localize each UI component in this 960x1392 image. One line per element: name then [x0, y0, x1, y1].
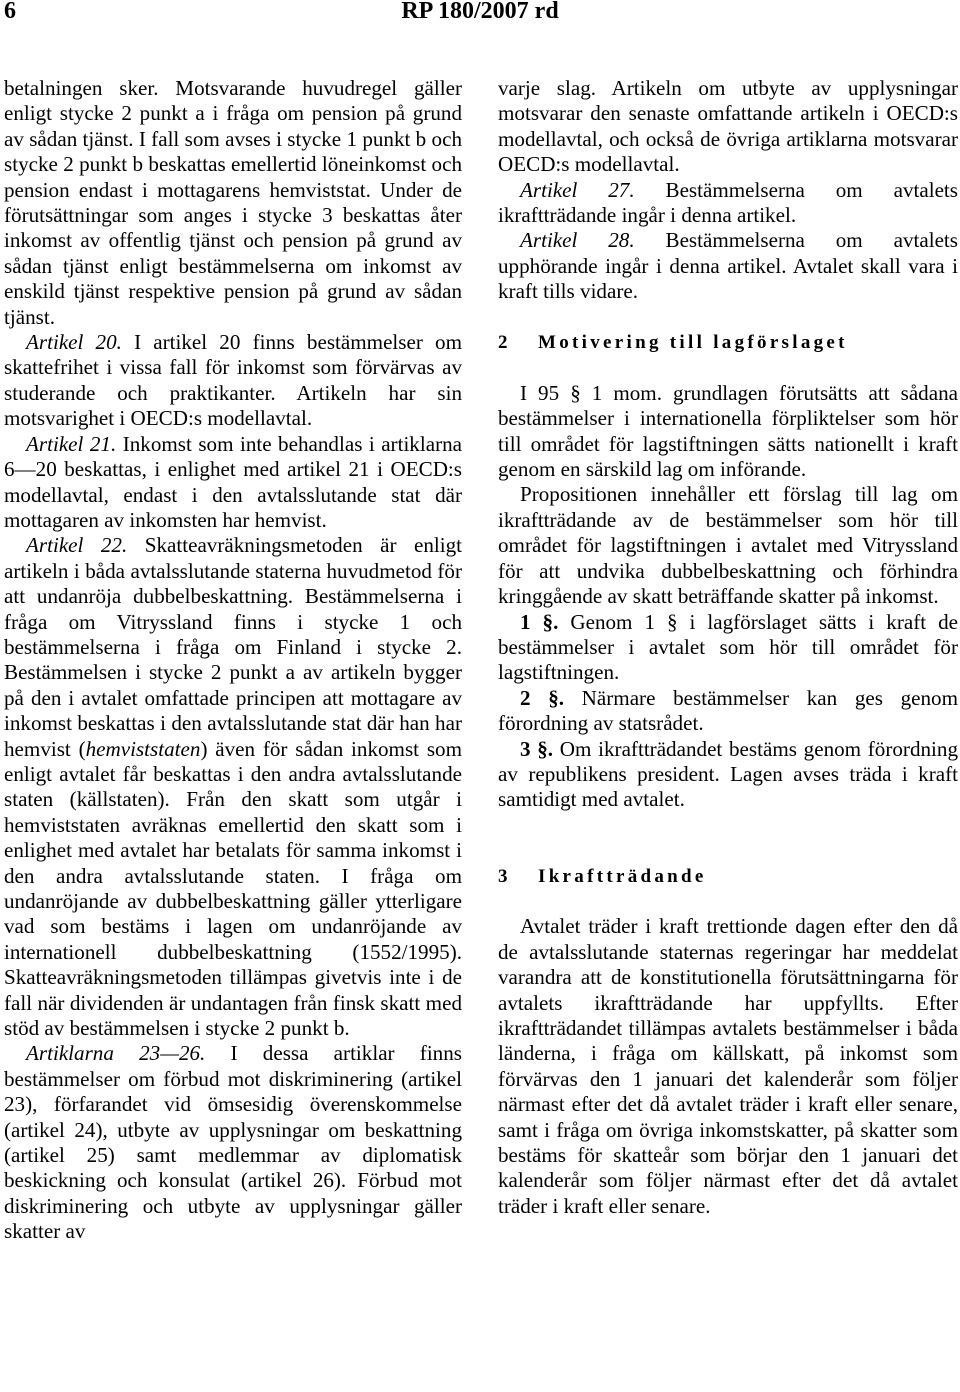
right-column: [498, 76, 958, 1219]
paragraph-label: 1 §.: [520, 609, 559, 634]
article-text: ) även för sådan inkomst som enligt avtalet får beskattas i den andra avtalsslutande staten (källstaten). Från den skatt som utgår i hemviststaten avräknas emellertid den skatt som i enlighet med avtalet har betalats för samma inkomst i den andra avtalsslutande staten. I fråga om undanröjande av dubbelbeskattning gäller ytterligare vad som bestäms i lagen om undanröjande av internationell dubbelbeskattning (1552/1995). Skatteavräkningsmetoden tillämpas givetvis inte i de fall när dividenden är undantagen från finsk skatt med stöd av bestämmelsen i stycke 2 punkt b.: [4, 736, 462, 1041]
document-id: RP 180/2007 rd: [401, 0, 559, 24]
paragraph: varje slag. Artikeln om utbyte av upplysningar motsvarar den senaste omfattande artikeln i OECD:s modellavtal, och också de övriga artiklarna motsvarar OECD:s modellavtal.: [498, 76, 958, 177]
section-number: 2: [498, 332, 508, 354]
article-text: Skatteavräkningsmetoden är enligt artikeln i båda avtalsslutande staterna huvudmetod för att undanröja dubbelbeskattning. Bestämmelserna i fråga om Vitryssland finns i stycke 1 och bestämmelserna i fråga om Finland i stycke 2. Bestämmelsen i stycke 2 punkt a av artikeln bygger på den i avtalet omfattade principen att mottagare av inkomst beskattas i den avtalsslutande stat där han har hemvist (: [4, 533, 463, 761]
article-label: Artikel 20.: [26, 330, 122, 355]
article-label: Artikel 22.: [26, 533, 128, 558]
section-title: Ikraftträdande: [538, 865, 707, 887]
spacer: [498, 355, 958, 380]
article-27-paragraph: [498, 178, 958, 229]
spacer: [498, 813, 958, 838]
paragraph: Avtalet träder i kraft trettionde dagen efter den då de avtalsslutande staternas regeringar har meddelat varandra att de konstitutionella förutsättningarna för avtalets ikraftträdande har uppfyllts. Efter ikraftträdandet tillämpas avtalets bestämmelser i båda länderna, i fråga om källskatt, på inkomst som förvärvas den 1 januari det kalenderår som följer närmast efter det då avtalet träder i kraft eller senare, samt i fråga om övriga inkomstskatter, på skatter som bestäms för skatteår som börjar den 1 januari det kalenderår som följer närmast efter det då avtalet träder i kraft eller senare.: [498, 914, 958, 1218]
article-label: Artikel 21.: [26, 431, 117, 456]
article-text: I dessa artiklar finns bestämmelser om förbud mot diskriminering (artikel 23), förfarandet vid ömsesidig överenskommelse (artikel 24), utbyte av upplysningar om beskattning (artikel 25) samt medlemmar av diplomatisk beskickning och konsulat (artikel 26). Förbud mot diskriminering och utbyte av upplysningar gäller skatter av: [4, 1041, 462, 1244]
spacer: [498, 305, 958, 330]
section-number: 3: [498, 865, 508, 887]
spacer: [498, 838, 958, 863]
article-text: Inkomst som inte behandlas i artiklarna 6—20 beskattas, i enlighet med artikel 21 i OECD:s modellavtal, endast i den avtalsslutande stat där mottagaren av inkomsten har hemvist.: [4, 431, 463, 532]
paragraph: I 95 § 1 mom. grundlagen förutsätts att sådana bestämmelser i internationella förpliktelser som hör till området för lagstiftningen sätts nationellt i kraft genom en särskild lag om införande.: [498, 380, 958, 482]
article-20-paragraph: [4, 330, 462, 432]
section-2-paragraph: [498, 686, 958, 737]
paragraph-text: Om ikraftträdandet bestäms genom förordning av republikens president. Lagen avses träda i kraft samtidigt med avtalet.: [498, 736, 958, 812]
section-heading-2: [498, 330, 958, 355]
article-21-paragraph: [4, 432, 462, 534]
article-text: Bestämmelserna om avtalets upphörande ingår i denna artikel. Avtalet skall vara i kraft tills vidare.: [498, 228, 959, 304]
article-text: I artikel 20 finns bestämmelser om skattefrihet i vissa fall för inkomst som förvärvas av studerande och praktikanter. Artikeln har sin motsvarighet i OECD:s modellavtal.: [4, 330, 462, 431]
section-1-paragraph: [498, 610, 958, 686]
section-heading-3: [498, 864, 958, 889]
paragraph-text: Genom 1 § i lagförslaget sätts i kraft de bestämmelser i avtalet som hör till området för lagstiftningen.: [498, 609, 958, 685]
paragraph-label: 3 §.: [520, 736, 554, 761]
article-28-paragraph: [498, 228, 958, 304]
article-label: Artikel 28.: [520, 228, 635, 253]
left-column: [4, 76, 462, 1245]
section-3-paragraph: [498, 737, 958, 813]
paragraph: betalningen sker. Motsvarande huvudregel gäller enligt stycke 2 punkt a i fråga om pension på grund av sådan tjänst. I fall som avses i stycke 1 punkt b och stycke 2 punkt b beskattas emellertid löneinkomst och pension endast i mottagarens hemviststat. Under de förutsättningar som anges i stycke 3 beskattas åter inkomst av offentlig tjänst och pension på grund av sådan tjänst enligt bestämmelserna om inkomst av enskild tjänst respektive pension på grund av sådan tjänst.: [4, 76, 462, 329]
article-label: Artikel 27.: [520, 177, 635, 202]
page-number: 6: [4, 0, 16, 24]
paragraph: Propositionen innehåller ett förslag till lag om ikraftträdande av de bestämmelser som hör till området för lagstiftningen i avtalet med Vitryssland för att undvika dubbelbeskattning och förhindra kringgående av skatt beträffande skatter på inkomst.: [498, 482, 958, 609]
section-title: Motivering till lagförslaget: [538, 332, 848, 354]
article-22-paragraph: [4, 533, 462, 1041]
article-text: Bestämmelserna om avtalets ikraftträdande ingår i denna artikel.: [498, 177, 959, 228]
spacer: [498, 889, 958, 914]
articles-23-26-paragraph: [4, 1041, 462, 1244]
emphasis-term: hemviststaten: [85, 736, 201, 761]
paragraph-label: 2 §.: [520, 685, 565, 710]
paragraph-text: Närmare bestämmelser kan ges genom förordning av statsrådet.: [498, 685, 958, 736]
article-label: Artiklarna 23—26.: [26, 1041, 206, 1066]
